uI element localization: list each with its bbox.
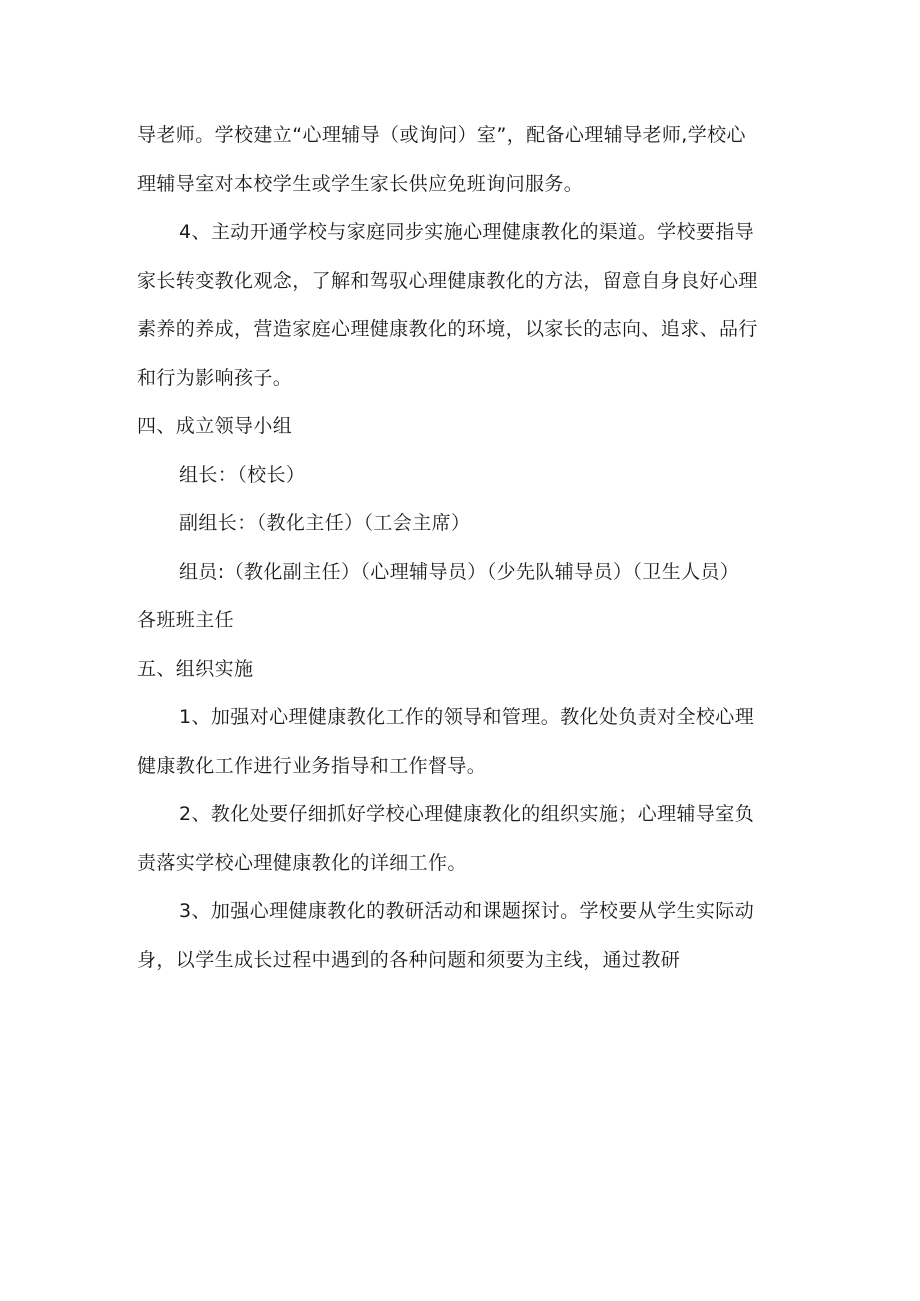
text-line: 素养的养成，营造家庭心理健康教化的环境，以家长的志向、追求、品行: [137, 318, 758, 340]
members-line: 组员:（教化副主任）（心理辅导员）（少先队辅导员）（卫生人员）: [179, 560, 740, 583]
paragraph-start-line: 2、教化处要仔细抓好学校心理健康教化的组织实施；心理辅导室负: [179, 803, 755, 825]
text-line: 理辅导室对本校学生或学生家长供应免班询问服务。: [137, 172, 584, 195]
group-leader-line: 组长：（校长）: [179, 463, 306, 486]
paragraph-start-line: 3、加强心理健康教化的教研活动和课题探讨。学校要从学生实际动: [179, 900, 755, 922]
paragraph-start-line: 1、加强对心理健康教化工作的领导和管理。教化处负责对全校心理: [179, 706, 755, 728]
text-line: 和行为影响孩子。: [137, 366, 293, 389]
deputy-leader-line: 副组长：（教化主任）（工会主席）: [179, 512, 471, 534]
section-heading: 四、成立领导小组: [137, 415, 293, 437]
text-line: 各班班主任: [137, 609, 235, 631]
text-line: 导老师。学校建立“心理辅导（或询问）室”，配备心理辅导老师,学校心: [137, 124, 746, 146]
document-body: [137, 111, 797, 984]
paragraph-start-line: 4、主动开通学校与家庭同步实施心理健康教化的渠道。学校要指导: [179, 221, 755, 243]
text-line: 责落实学校心理健康教化的详细工作。: [137, 851, 467, 874]
text-line: 健康教化工作进行业务指导和工作督导。: [137, 754, 487, 777]
section-heading: 五、组织实施: [137, 657, 254, 680]
text-line: 家长转变教化观念，了解和驾驭心理健康教化的方法，留意自身良好心理: [137, 269, 758, 292]
text-line: 身，以学生成长过程中遇到的各种问题和须要为主线，通过教研: [137, 948, 681, 971]
